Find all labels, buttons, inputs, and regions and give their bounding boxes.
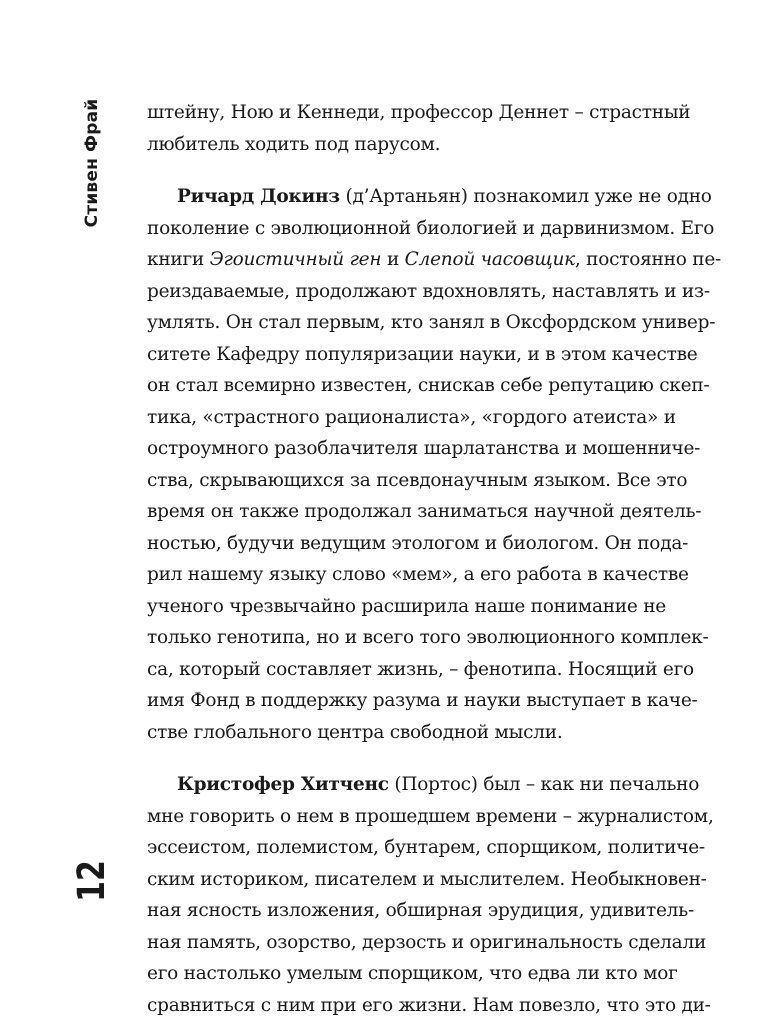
text-segment: его настолько умелым спорщиком, что едва ли кто мог (147, 963, 678, 984)
text-line (147, 370, 661, 402)
text-segment: эссеистом, полемистом, бунтарем, спорщиком, политиче- (147, 837, 705, 858)
text-line (147, 213, 661, 245)
text-line (147, 769, 661, 801)
text-segment: (д’Артаньян) познакомил уже не одно (340, 186, 712, 207)
text-line (147, 927, 661, 959)
text-segment: штейну, Ною и Кеннеди, профессор Деннет – страстный (147, 102, 690, 123)
text-line (147, 339, 661, 371)
text-segment: и (381, 249, 404, 270)
text-line (147, 801, 661, 833)
text-segment: остроумного разоблачителя шарлатанства и мошенниче- (147, 438, 700, 459)
text-segment: книги (147, 249, 210, 270)
text-segment: только генотипа, но и всего того эволюционного комплек- (147, 627, 708, 648)
text-line (147, 591, 661, 623)
italic-title: Слепой часовщик (405, 249, 575, 270)
paragraph-gap (147, 748, 661, 769)
text-segment: са, который составляет жизнь, – фенотипа. Носящий его (147, 659, 694, 680)
page-number (74, 856, 110, 906)
text-line (147, 864, 661, 896)
text-line (147, 895, 661, 927)
text-segment: ситете Кафедру популяризации науки, и в этом качестве (147, 344, 697, 365)
text-line (147, 958, 661, 990)
text-line (147, 465, 661, 497)
text-segment: он стал всемирно известен, снискав себе репутацию скеп- (147, 375, 709, 396)
bold-name: Ричард Докинз (177, 186, 340, 207)
text-line (147, 402, 661, 434)
text-segment: сравниться с ним при его жизни. Нам повезло, что это ди- (147, 995, 711, 1016)
italic-title: Эгоистичный ген (210, 249, 382, 270)
paragraph (147, 97, 661, 160)
paragraph (147, 769, 661, 1021)
text-line (147, 622, 661, 654)
running-head (78, 108, 106, 218)
text-line (147, 685, 661, 717)
text-segment: ским историком, писателем и мыслителем. Необыкновен- (147, 869, 707, 890)
text-line (147, 528, 661, 560)
text-segment: имя Фонд в поддержку разума и науки выступает в каче- (147, 690, 698, 711)
paragraph-gap (147, 160, 661, 181)
text-line (147, 654, 661, 686)
text-line (147, 832, 661, 864)
text-line (147, 496, 661, 528)
page-number-text: 12 (70, 860, 114, 902)
text-line (147, 307, 661, 339)
paragraph (147, 181, 661, 748)
text-line (147, 990, 661, 1021)
text-segment: умлять. Он стал первым, кто занял в Оксфордском универ- (147, 312, 715, 333)
text-line (147, 559, 661, 591)
text-segment: ная ясность изложения, обширная эрудиция, удивитель- (147, 900, 694, 921)
text-segment: ностью, будучи ведущим этологом и биологом. Он пода- (147, 533, 688, 554)
body-text (147, 97, 661, 1021)
text-segment: ученого чрезвычайно расширила наше понимание не (147, 596, 666, 617)
bold-name: Кристофер Хитченс (177, 774, 389, 795)
running-head-text: Стивен Фрай (82, 99, 102, 228)
text-segment: стве глобального центра свободной мысли. (147, 722, 562, 743)
text-line (147, 181, 661, 213)
text-line (147, 276, 661, 308)
text-segment: время он также продолжал заниматься научной деятель- (147, 501, 701, 522)
text-segment: реиздаваемые, продолжают вдохновлять, наставлять и из- (147, 281, 710, 302)
text-segment: рил нашему языку слово «мем», а его работа в качестве (147, 564, 689, 585)
text-segment: мне говорить о нем в прошедшем времени – журналистом, (147, 806, 714, 827)
text-segment: ная память, озорство, дерзость и оригинальность сделали (147, 932, 706, 953)
text-segment: поколение с эволюционной биологией и дарвинизмом. Его (147, 218, 714, 239)
text-line (147, 129, 661, 161)
text-segment: (Портос) был – как ни печально (389, 774, 699, 795)
text-line (147, 97, 661, 129)
text-line (147, 717, 661, 749)
text-line (147, 244, 661, 276)
text-segment: тика, «страстного рационалиста», «гордого атеиста» и (147, 407, 676, 428)
text-line (147, 433, 661, 465)
text-segment: ства, скрывающихся за псевдонаучным языком. Все это (147, 470, 687, 491)
text-segment: , постоянно пе- (575, 249, 721, 270)
text-segment: любитель ходить под парусом. (147, 134, 440, 155)
